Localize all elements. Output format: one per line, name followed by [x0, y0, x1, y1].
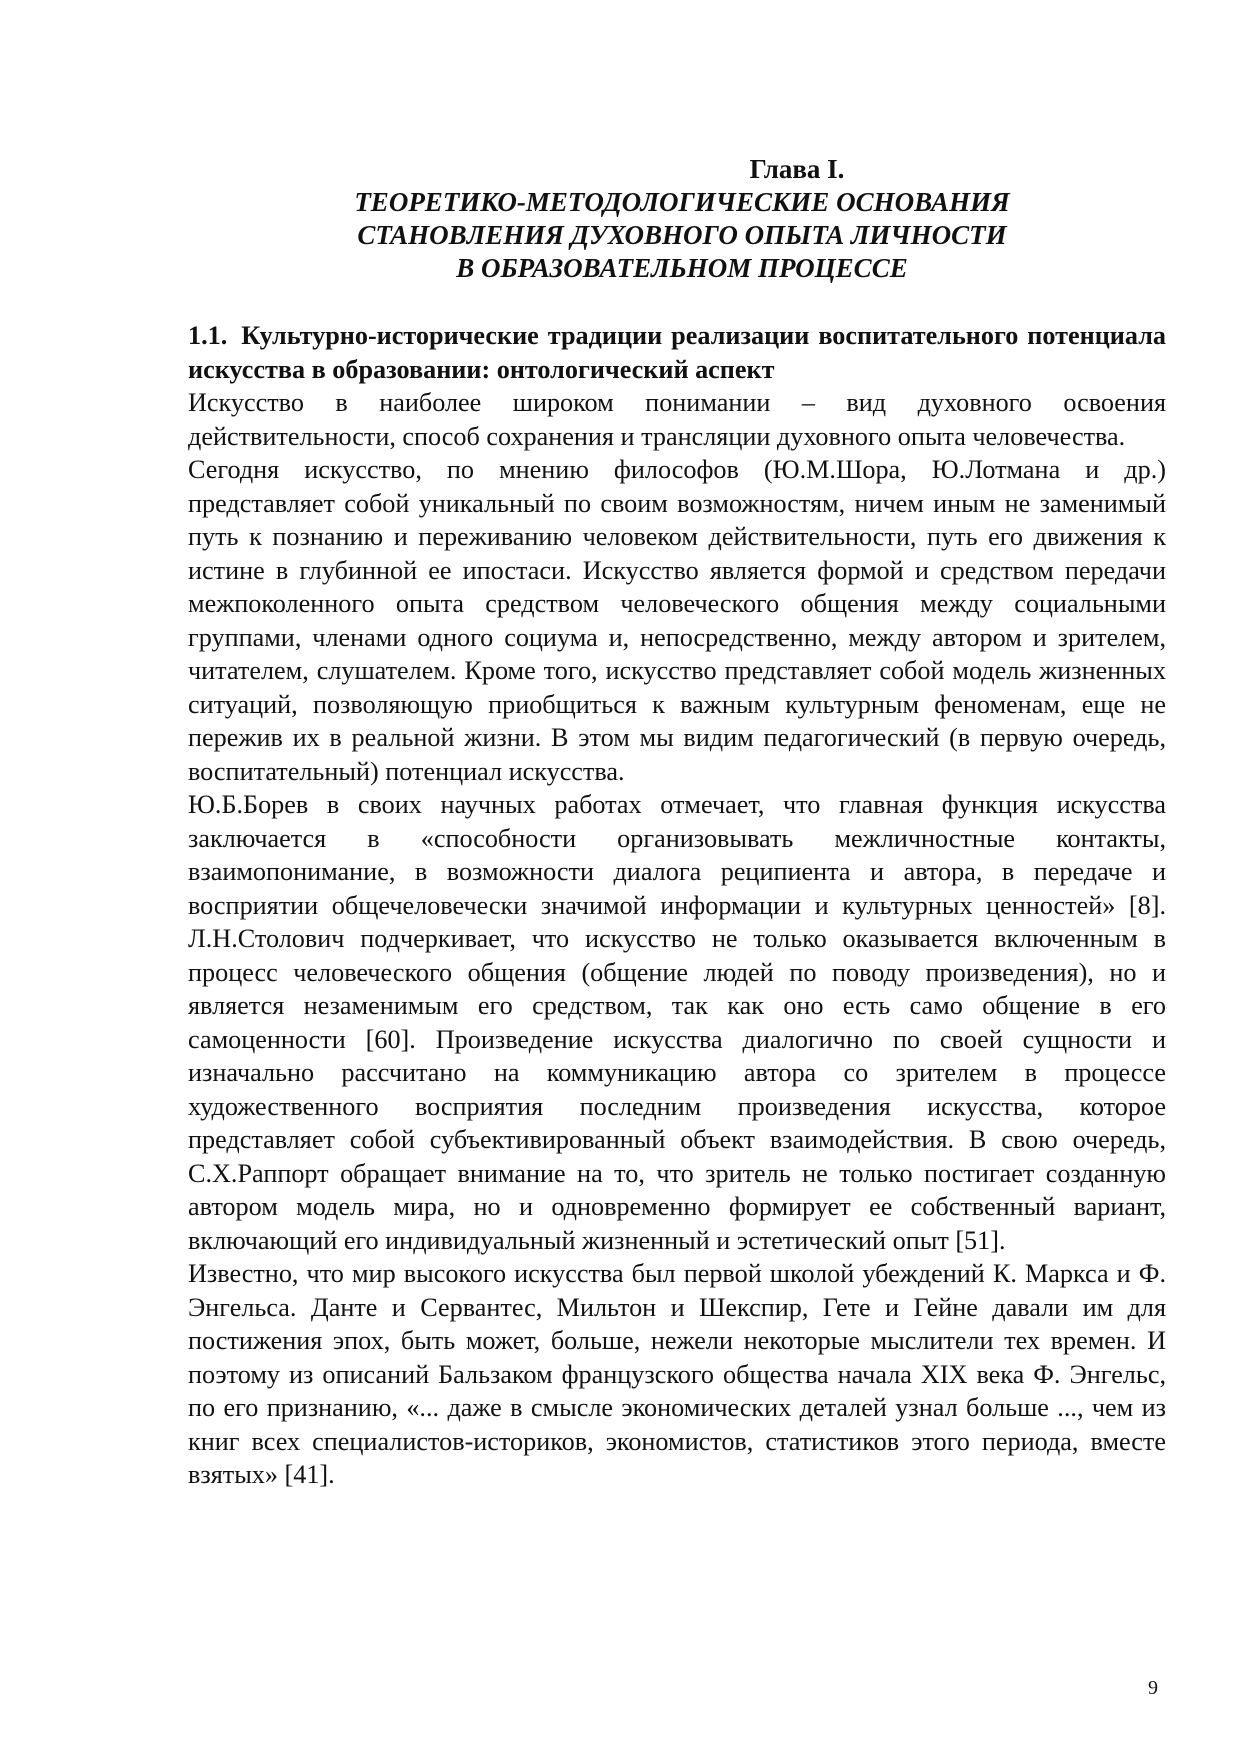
body-paragraph: Известно, что мир высокого искусства был первой школой убеждений К. Маркса и Ф. Энгельса. Данте и Сервантес, Мильтон и Шекспир, Гете и Гейне давали им для постижения эпох, быть может, больше, нежели некоторые мыслители тех времен. И поэтому из описаний Бальзаком французского общества начала XIX века Ф. Энгельс, по его признанию, «... даже в смысле экономических деталей узнал больше ..., чем из книг всех специалистов-историков, экономистов, статистиков этого периода, вместе взятых» [41]. — [188, 1259, 1166, 1489]
section-title: Культурно-исторические традиции реализации воспитательного потенциала искусства в образовании: онтологический аспект — [188, 321, 1166, 384]
section-number: 1.1. — [188, 321, 228, 350]
body-paragraph: Искусство в наиболее широком понимании – вид духовного освоения действительности, способ сохранения и трансляции духовного опыта человечества. — [188, 388, 1166, 451]
section-heading — [188, 319, 1166, 386]
chapter-label: Глава I. — [749, 154, 845, 184]
body-paragraph: Сегодня искусство, по мнению философов (Ю.М.Шора, Ю.Лотмана и др.) представляет собой уникальный по своим возможностям, ничем иным не заменимый путь к познанию и переживанию человеком действительности, путь его движения к истине в глубинной ее ипостаси. Искусство является формой и средством передачи межпоколенного опыта средством человеческого общения между социальными группами, членами одного социума и, непосредственно, между автором и зрителем, читателем, слушателем. Кроме того, искусство представляет собой модель жизненных ситуаций, позволяющую приобщиться к важным культурным феноменам, еще не пережив их в реальной жизни. В этом мы видим педагогический (в первую очередь, воспитательный) потенциал искусства. — [188, 455, 1166, 786]
chapter-title-line: ТЕОРЕТИКО-МЕТОДОЛОГИЧЕСКИЕ ОСНОВАНИЯ — [354, 187, 1010, 217]
page-number: 9 — [1148, 1677, 1158, 1699]
chapter-title-line: В ОБРАЗОВАТЕЛЬНОМ ПРОЦЕССЕ — [456, 253, 908, 283]
body-paragraph: Ю.Б.Борев в своих научных работах отмечает, что главная функция искусства заключается в «способности организовывать межличностные контакты, взаимопонимание, в возможности диалога реципиента и автора, в передаче и восприятии общечеловечески значимой информации и культурных ценностей» [8]. Л.Н.Столович подчеркивает, что искусство не только оказывается включенным в процесс человеческого общения (общение людей по поводу произведения), но и является незаменимым его средством, так как оно есть само общение в его самоценности [60]. Произведение искусства диалогично по своей сущности и изначально рассчитано на коммуникацию автора со зрителем в процессе художественного восприятия последним произведения искусства, которое представляет собой субъективированный объект взаимодействия. В свою очередь, С.Х.Раппорт обращает внимание на то, что зритель не только постигает созданную автором модель мира, но и одновременно формирует ее собственный вариант, включающий его индивидуальный жизненный и эстетический опыт [51]. — [188, 790, 1166, 1255]
document-body — [188, 319, 1166, 1492]
chapter-title-line: СТАНОВЛЕНИЯ ДУХОВНОГО ОПЫТА ЛИЧНОСТИ — [357, 220, 1007, 250]
chapter-header — [190, 152, 1174, 285]
